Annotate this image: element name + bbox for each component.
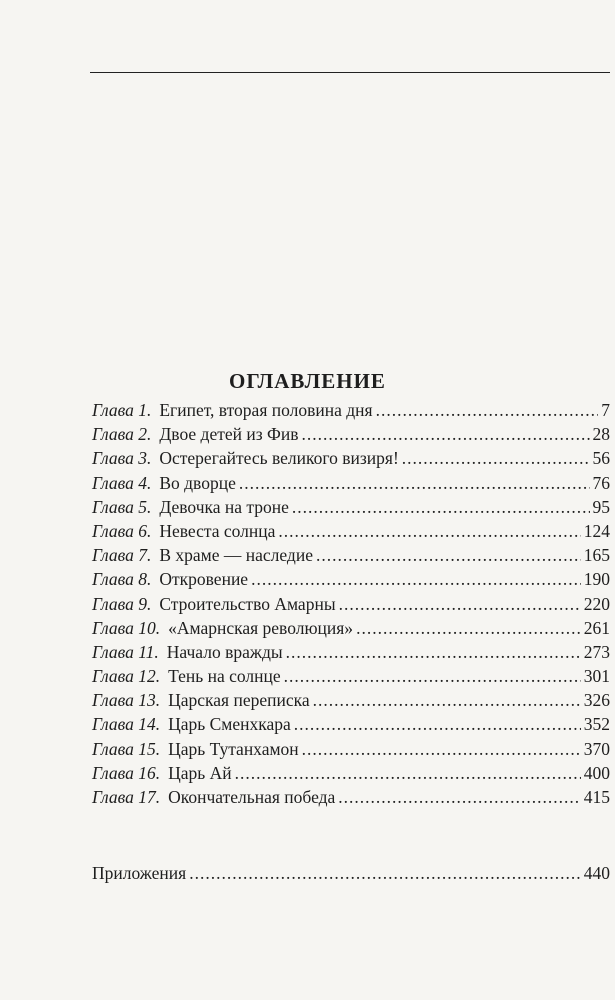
toc-entry-7[interactable] — [92, 543, 610, 567]
chapter-label: Глава 17. — [92, 787, 161, 807]
dot-leader — [402, 446, 590, 470]
chapter-title: Царь Ай — [168, 762, 232, 783]
toc-entry-4[interactable] — [92, 471, 610, 495]
chapter-label: Глава 7. — [92, 545, 152, 566]
page-number: 76 — [592, 472, 610, 493]
page-number: 7 — [601, 400, 610, 420]
chapter-title: В храме — наследие — [159, 545, 313, 566]
chapter-title: Остерегайтесь великого визиря! — [159, 448, 399, 469]
dot-leader — [313, 688, 581, 712]
chapter-title: Царская переписка — [168, 690, 310, 711]
chapter-title: Невеста солнца — [159, 520, 276, 541]
toc-entry-17[interactable] — [92, 785, 610, 809]
page-number: 220 — [583, 593, 610, 614]
toc-entry-1[interactable] — [92, 398, 610, 422]
dot-leader — [316, 543, 581, 567]
dot-leader — [356, 616, 581, 640]
toc-entry-11[interactable] — [92, 640, 610, 664]
chapter-label: Глава 5. — [92, 496, 152, 517]
chapter-title: Во дворце — [159, 472, 236, 493]
page-number: 400 — [583, 762, 610, 783]
dot-leader — [339, 592, 581, 616]
chapter-label: Глава 13. — [92, 690, 161, 711]
toc-entry-12[interactable] — [92, 664, 610, 688]
toc-entry-6[interactable] — [92, 519, 610, 543]
chapter-label: Глава 9. — [92, 593, 152, 614]
page-number: 190 — [583, 569, 610, 590]
chapter-label: Глава 3. — [92, 448, 152, 469]
page-number: 415 — [583, 787, 610, 807]
toc-entry-2[interactable] — [92, 422, 610, 446]
dot-leader — [292, 495, 590, 519]
chapter-title: Царь Тутанхамон — [168, 738, 299, 759]
page-number: 273 — [583, 641, 610, 662]
toc-entry-15[interactable] — [92, 737, 610, 761]
page-number: 352 — [583, 714, 610, 735]
chapter-label: Глава 15. — [92, 738, 161, 759]
page-number: 95 — [592, 496, 610, 517]
dot-leader — [294, 712, 581, 736]
toc-entry-3[interactable] — [92, 446, 610, 470]
chapter-title: Девочка на троне — [159, 496, 289, 517]
chapter-label: Глава 10. — [92, 617, 161, 638]
dot-leader — [284, 664, 581, 688]
toc-entry-14[interactable] — [92, 712, 610, 736]
chapter-title: Двое детей из Фив — [159, 424, 299, 445]
dot-leader — [338, 785, 580, 809]
header-rule — [90, 72, 610, 73]
toc-entry-13[interactable] — [92, 688, 610, 712]
chapter-title: Окончательная победа — [168, 787, 336, 807]
page-number: 370 — [583, 738, 610, 759]
chapter-title: Египет, вторая половина дня — [159, 400, 373, 420]
chapter-title: «Амарнская революция» — [168, 617, 354, 638]
page-number: 261 — [583, 617, 610, 638]
chapter-title: Начало вражды — [166, 641, 283, 662]
page-title: ОГЛАВЛЕНИЕ — [229, 369, 386, 394]
chapter-label: Глава 14. — [92, 714, 161, 735]
chapter-title: Строительство Амарны — [159, 593, 336, 614]
toc-entry-9[interactable] — [92, 592, 610, 616]
chapter-title: Откровение — [159, 569, 249, 590]
page-number: 28 — [592, 424, 610, 445]
chapter-label: Глава 1. — [92, 400, 152, 420]
toc-entry-16[interactable] — [92, 761, 610, 785]
chapter-label: Глава 16. — [92, 762, 161, 783]
page-number: 165 — [583, 545, 610, 566]
chapter-label: Глава 8. — [92, 569, 152, 590]
toc-entry-appendix[interactable] — [92, 860, 610, 886]
dot-leader — [286, 640, 581, 664]
page-number: 124 — [583, 520, 610, 541]
chapter-label: Глава 6. — [92, 520, 152, 541]
toc-entry-10[interactable] — [92, 616, 610, 640]
chapter-label: Глава 12. — [92, 666, 161, 687]
toc-entry-8[interactable] — [92, 567, 610, 591]
dot-leader — [302, 737, 581, 761]
dot-leader — [301, 422, 589, 446]
dot-leader — [376, 398, 599, 422]
toc-list — [92, 398, 610, 809]
chapter-title: Царь Сменхкара — [168, 714, 291, 735]
chapter-label: Глава 4. — [92, 472, 152, 493]
page-number: 301 — [583, 666, 610, 687]
chapter-label: Глава 11. — [92, 641, 159, 662]
toc-entry-5[interactable] — [92, 495, 610, 519]
page-number: 56 — [592, 448, 610, 469]
chapter-title: Тень на солнце — [168, 666, 281, 687]
dot-leader — [189, 860, 581, 886]
dot-leader — [278, 519, 580, 543]
appendix-title: Приложения — [92, 863, 187, 883]
dot-leader — [251, 567, 581, 591]
dot-leader — [235, 761, 581, 785]
chapter-label: Глава 2. — [92, 424, 152, 445]
page-number: 440 — [583, 863, 610, 883]
dot-leader — [239, 471, 590, 495]
page-number: 326 — [583, 690, 610, 711]
